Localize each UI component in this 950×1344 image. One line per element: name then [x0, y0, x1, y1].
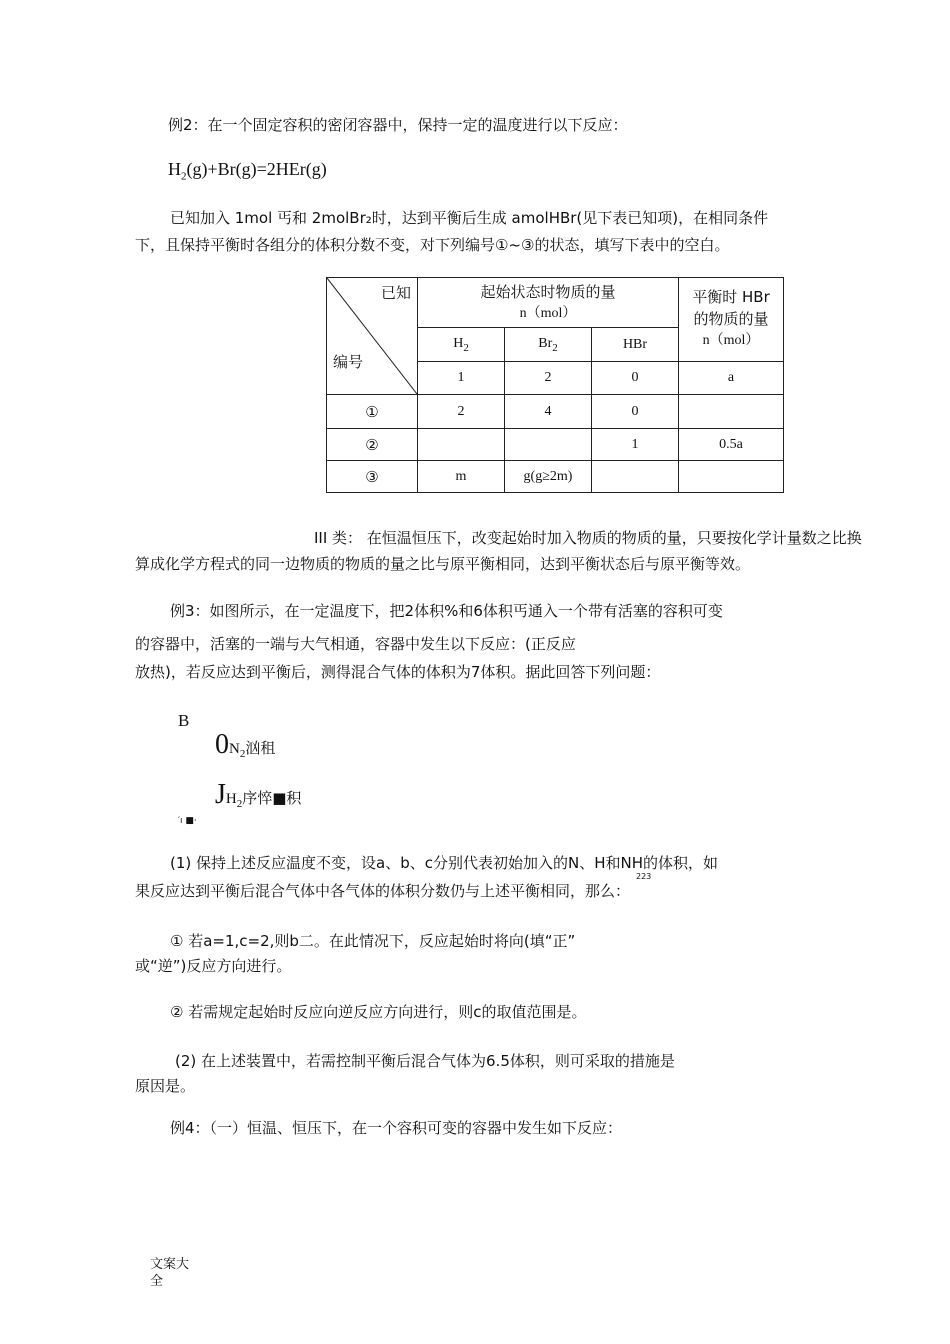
- initial-amount-header: 起始状态时物质的量 n（mol）: [418, 278, 679, 328]
- cell-br2: [505, 429, 592, 461]
- cell-hbr: 0: [592, 361, 679, 394]
- q1-line2: 果反应达到平衡后混合气体中各气体的体积分数仍与上述平衡相同，那么：: [135, 882, 631, 900]
- example2-title: 例2：在一个固定容积的密闭容器中，保持一定的温度进行以下反应：: [168, 116, 628, 134]
- figure-n2-line: $0N_2$汹租: [215, 729, 276, 760]
- cell-br2: 2: [505, 361, 592, 394]
- cell-h2: 1: [418, 361, 505, 394]
- table-row: [327, 429, 784, 461]
- row-label: ②: [327, 429, 418, 461]
- equilibrium-table: [326, 277, 784, 493]
- q1a-line1: ① 若a=1,c=2,则b二。在此情况下，反应起始时将向(填“正”: [170, 932, 576, 950]
- example2-line2: 下，且保持平衡时各组分的体积分数不变，对下列编号①~③的状态，填写下表中的空白。: [135, 236, 730, 254]
- table-row: [327, 461, 784, 493]
- equilibrium-hbr-header: 平衡时 HBr 的物质的量 n（mol）: [679, 278, 784, 362]
- figure-small-mark: ′ı ■·: [178, 816, 197, 826]
- example3-line3: 放热)，若反应达到平衡后，测得混合气体的体积为7体积。据此回答下列问题：: [135, 663, 661, 681]
- q1-line1: (1) 保持上述反应温度不变，设a、b、c分别代表初始加入的N、H和NH的体积，如: [170, 854, 718, 872]
- cell-hbr: 1: [592, 429, 679, 461]
- cell-br2: 4: [505, 395, 592, 429]
- q1-subscripts: 223: [636, 872, 652, 881]
- cell-h2: [418, 429, 505, 461]
- class3-line1: III 类： 在恒温恒压下，改变起始时加入物质的物质的量，只要按化学计量数之比换: [314, 529, 862, 547]
- figure-label-b: B: [178, 711, 190, 730]
- col-header-hbr: HBr: [592, 328, 679, 361]
- cell-eq: [679, 395, 784, 429]
- row-label: ③: [327, 461, 418, 493]
- corner-number-label: 编号: [333, 353, 364, 371]
- cell-eq: a: [679, 361, 784, 394]
- cell-br2: g(g≥2m): [505, 461, 592, 493]
- example4-title: 例4：（一）恒温、恒压下，在一个容积可变的容器中发生如下反应：: [170, 1119, 623, 1137]
- example3-line2: 的容器中，活塞的一端与大气相通，容器中发生以下反应：(正反应: [135, 635, 576, 653]
- example3-line1: 例3：如图所示，在一定温度下，把2体积%和6体积丐通入一个带有活塞的容积可变: [170, 602, 723, 620]
- table-corner-cell: [327, 278, 418, 395]
- cell-eq: 0.5a: [679, 429, 784, 461]
- q1a-line2: 或“逆”)反应方向进行。: [135, 957, 292, 975]
- corner-known-label: 已知: [380, 284, 411, 302]
- table-row: [327, 395, 784, 429]
- q2-line1: (2) 在上述装置中，若需控制平衡后混合气体为6.5体积，则可采取的措施是: [175, 1052, 675, 1070]
- row-label: ①: [327, 395, 418, 429]
- cell-eq: [679, 461, 784, 493]
- q1b: ② 若需规定起始时反应向逆反应方向进行，则c的取值范围是。: [170, 1003, 587, 1021]
- cell-h2: 2: [418, 395, 505, 429]
- q2-line2: 原因是。: [135, 1077, 196, 1095]
- example2-line1: 已知加入 1mol 丐和 2molBr₂时，达到平衡后生成 amolHBr(见下表已知项)，在相同条件: [170, 209, 769, 227]
- col-header-br2: $Br_2$: [505, 328, 592, 361]
- page-footer: 文案大全: [150, 1257, 190, 1289]
- figure-h2-line: $JH_2$序悴■积: [215, 779, 302, 810]
- cell-hbr: 0: [592, 395, 679, 429]
- cell-h2: m: [418, 461, 505, 493]
- col-header-h2: $H_2$: [418, 328, 505, 361]
- example2-equation: $H_2(g)+Br(g)=2HEr(g)$: [168, 159, 327, 183]
- class3-line2: 算成化学方程式的同一边物质的物质的量之比与原平衡相同，达到平衡状态后与原平衡等效。: [135, 555, 751, 573]
- cell-hbr: [592, 461, 679, 493]
